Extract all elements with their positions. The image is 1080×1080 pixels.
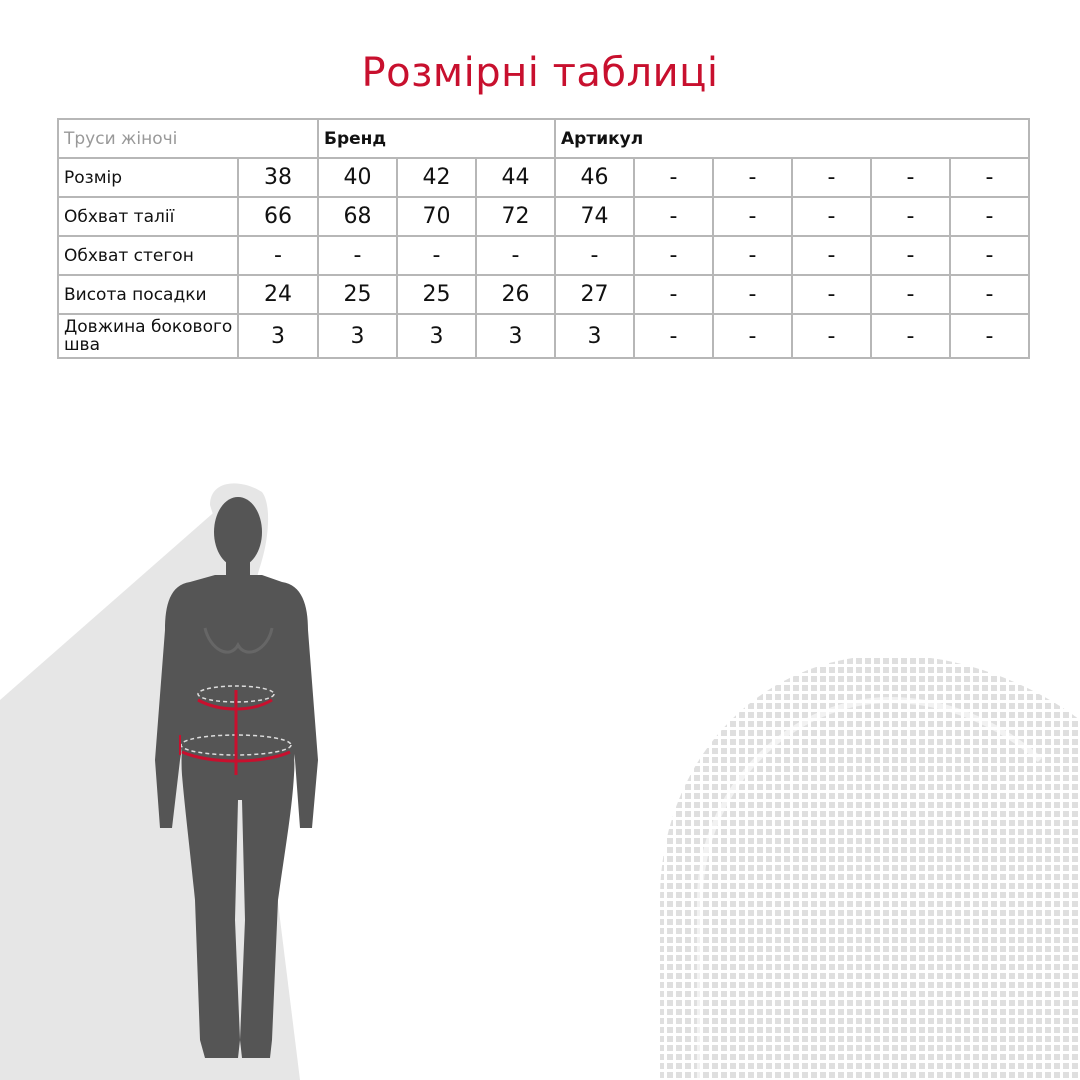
page-title: Розмірні таблиці [361, 50, 719, 96]
table-cell: - [634, 236, 713, 275]
table-cell: - [634, 314, 713, 358]
row-label: Висота посадки [58, 275, 238, 314]
table-cell: 3 [476, 314, 555, 358]
table-cell: - [792, 158, 871, 197]
table-cell: - [713, 275, 792, 314]
table-cell: - [792, 236, 871, 275]
table-cell: - [792, 314, 871, 358]
table-cell: 38 [238, 158, 318, 197]
table-cell: 27 [555, 275, 634, 314]
row-label: Довжина бокового шва [58, 314, 238, 358]
table-cell: - [792, 275, 871, 314]
table-cell: 24 [238, 275, 318, 314]
table-cell: - [238, 236, 318, 275]
table-row [58, 158, 1029, 197]
table-cell: - [950, 275, 1029, 314]
table-cell: 72 [476, 197, 555, 236]
table-row [58, 275, 1029, 314]
table-cell: - [634, 158, 713, 197]
row-label: Розмір [58, 158, 238, 197]
table-cell: - [397, 236, 476, 275]
embroidery-ornament-icon [660, 655, 1080, 1080]
table-row [58, 197, 1029, 236]
table-cell: 74 [555, 197, 634, 236]
table-cell: 3 [238, 314, 318, 358]
table-cell: - [713, 197, 792, 236]
table-cell: 25 [318, 275, 397, 314]
table-cell: - [792, 197, 871, 236]
table-cell: - [871, 314, 950, 358]
product-name: Труси жіночі [58, 119, 318, 158]
row-label: Обхват стегон [58, 236, 238, 275]
table-cell: 46 [555, 158, 634, 197]
table-cell: - [713, 158, 792, 197]
table-cell: - [634, 197, 713, 236]
table-cell: - [476, 236, 555, 275]
brand-label: Бренд [318, 119, 555, 158]
table-cell: - [871, 275, 950, 314]
table-cell: 25 [397, 275, 476, 314]
table-cell: 44 [476, 158, 555, 197]
table-cell: - [950, 236, 1029, 275]
table-cell: 26 [476, 275, 555, 314]
table-cell: 3 [397, 314, 476, 358]
size-table [57, 118, 1030, 359]
table-cell: 40 [318, 158, 397, 197]
table-cell: - [871, 197, 950, 236]
table-cell: - [713, 236, 792, 275]
table-header-row [58, 119, 1029, 158]
table-cell: - [950, 314, 1029, 358]
table-cell: 66 [238, 197, 318, 236]
table-cell: - [555, 236, 634, 275]
table-cell: - [950, 158, 1029, 197]
table-cell: 3 [555, 314, 634, 358]
table-cell: - [871, 158, 950, 197]
table-row [58, 314, 1029, 358]
table-cell: 3 [318, 314, 397, 358]
article-label: Артикул [555, 119, 1029, 158]
table-cell: 70 [397, 197, 476, 236]
table-cell: - [871, 236, 950, 275]
row-label: Обхват талії [58, 197, 238, 236]
table-cell: - [318, 236, 397, 275]
table-cell: 68 [318, 197, 397, 236]
table-cell: - [713, 314, 792, 358]
table-cell: - [950, 197, 1029, 236]
table-row [58, 236, 1029, 275]
table-cell: - [634, 275, 713, 314]
table-cell: 42 [397, 158, 476, 197]
